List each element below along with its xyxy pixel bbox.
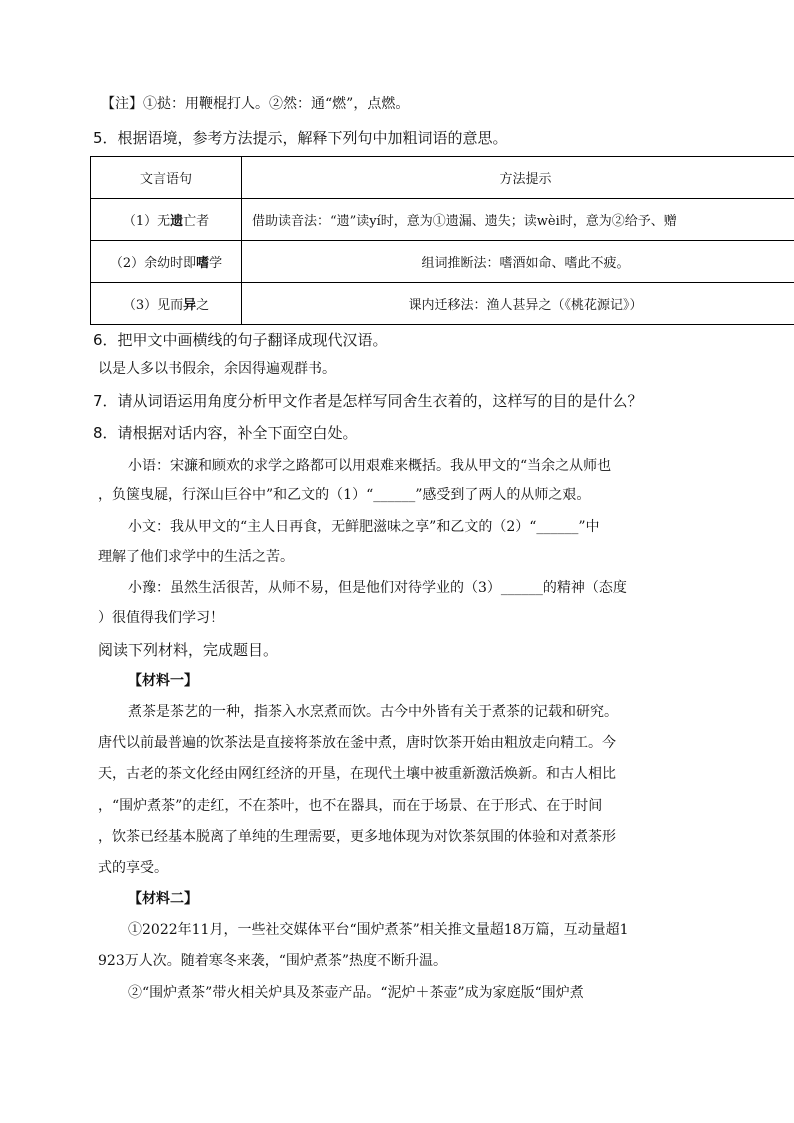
dialogue-line: 小文：我从甲文的“主人日再食，无鲜肥滋味之享”和乙文的（2）“______”中 xyxy=(128,519,600,535)
material-1-line: ，“围炉煮茶”的走红，不在茶叶，也不在器具，而在于场景、在于形式、在于时间 xyxy=(98,798,603,814)
question-5: 5．根据语境，参考方法提示，解释下列句中加粗词语的意思。 xyxy=(93,129,508,147)
dialogue-line: 理解了他们求学中的生活之苦。 xyxy=(98,549,294,565)
material-2-line: ②“围炉煮茶”带火相关炉具及茶壶产品。“泥炉＋茶壶”成为家庭版“围炉煮 xyxy=(128,985,584,1001)
annotation-note: 【注】①挞：用鞭棍打人。②然：通“燃”，点燃。 xyxy=(101,96,410,112)
dialogue-line: 小语：宋濂和顾欢的求学之路都可以用艰难来概括。我从甲文的“当余之从师也 xyxy=(128,458,612,474)
material-1-line: 煮茶是茶艺的一种，指茶入水烹煮而饮。古今中外皆有关于煮茶的记载和研究。 xyxy=(128,704,618,720)
material-1-line: 唐代以前最普遍的饮茶法是直接将茶放在釜中煮，唐时饮茶开始由粗放走向精工。今 xyxy=(98,735,616,751)
dialogue-line: 小豫：虽然生活很苦，从师不易，但是他们对待学业的（3）______的精神（态度 xyxy=(128,580,627,596)
bold-word: 遗 xyxy=(170,214,184,229)
table-cell-sentence xyxy=(91,283,242,325)
table-row xyxy=(91,199,794,241)
table-row xyxy=(91,283,794,325)
table-header-method: 方法提示 xyxy=(242,157,794,199)
table-row xyxy=(91,241,794,283)
material-1-line: 天，古老的茶文化经由网红经济的开垦，在现代土壤中被重新激活焕新。和古人相比 xyxy=(98,766,616,782)
reading-instruction: 阅读下列材料，完成题目。 xyxy=(98,641,279,659)
table-header-sentence: 文言语句 xyxy=(91,157,242,199)
bold-word: 嗜 xyxy=(196,256,210,271)
sentence-text: 学 xyxy=(209,256,223,271)
question-7: 7．请从词语运用角度分析甲文作者是怎样写同舍生衣着的，这样写的目的是什么？ xyxy=(93,392,643,410)
table-cell-method: 组词推断法：嗜酒如命、嗜此不疲。 xyxy=(242,241,794,283)
material-1-line: ，饮茶已经基本脱离了单纯的生理需要，更多地体现为对饮茶氛围的体验和对煮茶形 xyxy=(98,829,616,845)
table-cell-sentence xyxy=(91,241,242,283)
sentence-text: 亡者 xyxy=(183,214,210,229)
material-1-line: 式的享受。 xyxy=(98,860,168,876)
sentence-text: （2）余幼时即 xyxy=(109,256,197,271)
dialogue-line: ）很值得我们学习！ xyxy=(98,610,224,626)
material-1-title: 【材料一】 xyxy=(128,673,198,689)
table-cell-method: 课内迁移法：渔人甚异之（《桃花源记》） xyxy=(242,283,794,325)
question-6-sentence: 以是人多以书假余，余因得遍观群书。 xyxy=(98,361,336,377)
table-cell-sentence xyxy=(91,199,242,241)
method-table xyxy=(90,156,794,325)
question-8: 8．请根据对话内容，补全下面空白处。 xyxy=(93,424,358,442)
sentence-text: 之 xyxy=(196,298,210,313)
question-6: 6．把甲文中画横线的句子翻译成现代汉语。 xyxy=(93,331,388,349)
material-2-line: ①2022年11月，一些社交媒体平台“围炉煮茶”相关推文量超18万篇，互动量超1 xyxy=(128,922,629,938)
material-2-title: 【材料二】 xyxy=(128,891,198,907)
sentence-text: （3）见而 xyxy=(122,298,184,313)
dialogue-line: ，负箧曳屣，行深山巨谷中”和乙文的（1）“______”感受到了两人的从师之艰。 xyxy=(98,487,591,503)
bold-word: 异 xyxy=(183,298,197,313)
table-header-row xyxy=(91,157,794,199)
sentence-text: （1）无 xyxy=(122,214,171,229)
table-cell-method: 借助读音法：“遗”读yí时，意为①遗漏、遗失；读wèi时，意为②给予、赠 xyxy=(242,199,794,241)
material-2-line: 923万人次。随着寒冬来袭，“围炉煮茶”热度不断升温。 xyxy=(98,953,448,969)
